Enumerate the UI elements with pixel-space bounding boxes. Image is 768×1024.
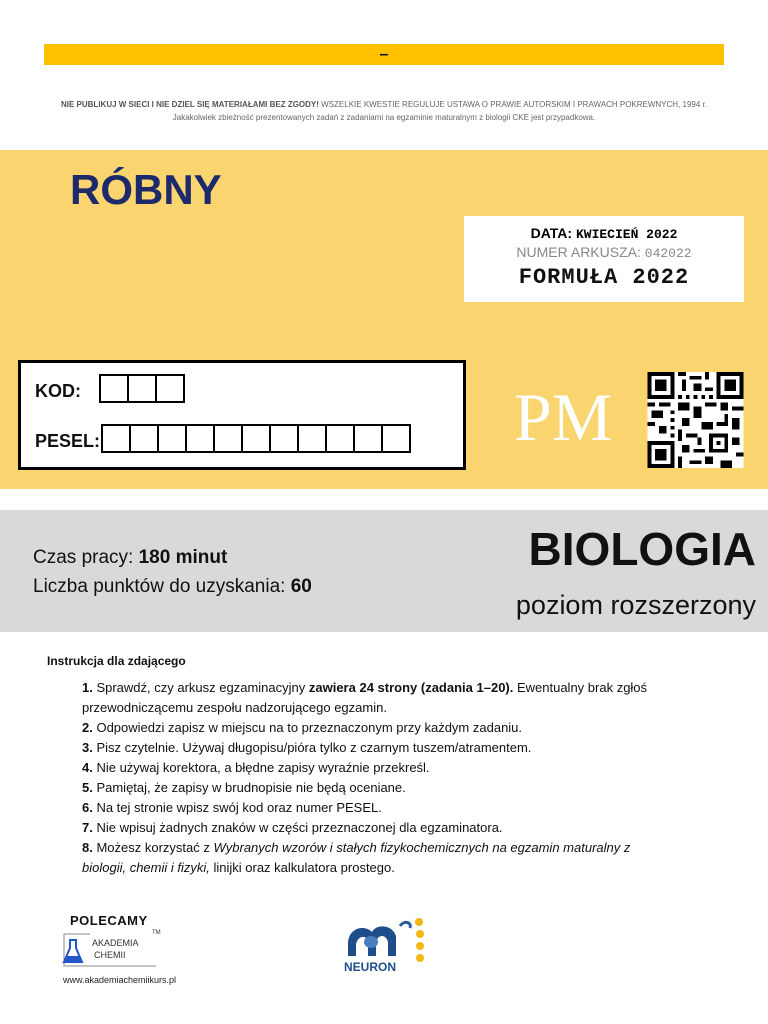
pesel-label: PESEL:	[35, 431, 101, 451]
level-code: PM	[514, 379, 613, 455]
exam-points-label: Liczba punktów do uzyskania:	[33, 576, 291, 597]
instruction-text-bold: zawiera 24 strony (zadania 1–20).	[308, 680, 514, 695]
website-link[interactable]: www.akademiachemiikurs.pl	[63, 975, 177, 985]
instruction-number: 7.	[82, 820, 93, 835]
instruction-number: 1.	[82, 680, 93, 695]
instruction-number: 8.	[82, 840, 93, 855]
sheet-value: 042022	[644, 246, 692, 261]
instructions-heading: Instrukcja dla zdającego	[47, 654, 186, 668]
sheet-label: NUMER ARKUSZA:	[516, 244, 641, 260]
kod-cell[interactable]	[99, 374, 129, 403]
recommend-label: POLECAMY	[70, 913, 148, 928]
pesel-cell[interactable]	[269, 424, 299, 453]
instruction-number: 4.	[82, 760, 93, 775]
exam-time	[33, 547, 227, 569]
instruction-text: Możesz korzystać z	[92, 840, 214, 855]
instruction-item	[82, 758, 668, 778]
trademark-label: TM	[152, 930, 161, 936]
pesel-cell[interactable]	[101, 424, 131, 453]
exam-points-value: 60	[290, 576, 312, 597]
instruction-text: Na tej stronie wpisz swój kod oraz numer PESEL.	[92, 800, 382, 815]
instruction-text: Nie używaj korektora, a błędne zapisy wyraźnie przekreśl.	[92, 760, 430, 775]
pesel-cell[interactable]	[241, 424, 271, 453]
instruction-number: 3.	[82, 740, 93, 755]
candidate-id-box	[18, 360, 466, 470]
instruction-number: 2.	[82, 720, 93, 735]
pesel-cell[interactable]	[353, 424, 383, 453]
academy-label-1: AKADEMIA	[92, 938, 139, 948]
kod-label: KOD:	[35, 381, 81, 401]
neuron-logo-icon	[340, 916, 430, 978]
instruction-text: Sprawdź, czy arkusz egzaminacyjny	[92, 680, 309, 695]
instruction-number: 6.	[82, 800, 93, 815]
instruction-item	[82, 798, 668, 818]
kod-cell[interactable]	[127, 374, 157, 403]
instruction-text: Ewentualny brak zgłoś przewodniczącemu zespołu nadzorującego egzamin.	[82, 680, 648, 715]
copyright-notice	[60, 98, 708, 124]
exam-subject: BIOLOGIA	[528, 523, 756, 575]
instruction-item	[82, 718, 668, 738]
kod-cell[interactable]	[155, 374, 185, 403]
copyright-notice-line2: Jakakolwiek zbieżność prezentowanych zadań z zadaniami na egzaminie maturalnym z biologii CKE jest przypadkowa.	[172, 113, 596, 122]
instruction-text: Pisz czytelnie. Używaj długopisu/pióra tylko z czarnym tuszem/atramentem.	[92, 740, 532, 755]
academy-label-2: CHEMII	[94, 950, 126, 960]
page-title: RÓBNY	[70, 166, 222, 213]
pesel-cell[interactable]	[185, 424, 215, 453]
instruction-item	[82, 818, 668, 838]
qr-code-icon	[644, 372, 747, 468]
copyright-notice-rest: WSZELKIE KWESTIE REGULUJE USTAWA O PRAWIE AUTORSKIM I PRAWACH POKREWNYCH, 1994 r.	[318, 100, 707, 109]
pesel-cell[interactable]	[213, 424, 243, 453]
exam-points	[33, 576, 312, 598]
exam-time-label: Czas pracy:	[33, 547, 139, 568]
pesel-cell[interactable]	[297, 424, 327, 453]
pesel-cells	[101, 424, 409, 453]
formula-label: FORMUŁA 2022	[518, 265, 690, 290]
instruction-text: linijki oraz kalkulatora prostego.	[209, 860, 395, 875]
instruction-item	[82, 738, 668, 758]
instruction-text: Nie wpisuj żadnych znaków w części przeznaczonej dla egzaminatora.	[92, 820, 503, 835]
copyright-notice-bold: NIE PUBLIKUJ W SIECI I NIE DZIEL SIĘ MATERIAŁAMI BEZ ZGODY!	[60, 100, 319, 109]
top-banner-text: –	[379, 46, 389, 63]
date-label: DATA:	[530, 225, 573, 241]
instruction-text: Pamiętaj, że zapisy w brudnopisie nie będą oceniane.	[92, 780, 406, 795]
instruction-item	[82, 838, 668, 878]
pesel-cell[interactable]	[129, 424, 159, 453]
instruction-text-italic: Wybranych wzorów i stałych fizykochemicznych na egzamin maturalny z biologii, chemii i fizyki,	[82, 840, 631, 875]
instruction-item	[82, 778, 668, 798]
instruction-text: Odpowiedzi zapisz w miejscu na to przeznaczonym przy każdym zadaniu.	[92, 720, 523, 735]
neuron-logo-text: NEURON	[344, 960, 397, 974]
exam-time-value: 180 minut	[138, 547, 228, 568]
sheet-number-line	[464, 244, 744, 261]
exam-info-box	[464, 216, 744, 302]
instruction-number: 5.	[82, 780, 93, 795]
pesel-cell[interactable]	[325, 424, 355, 453]
pesel-cell[interactable]	[381, 424, 411, 453]
pesel-cell[interactable]	[157, 424, 187, 453]
instructions-list	[82, 678, 668, 878]
kod-cells	[99, 374, 183, 403]
top-banner	[44, 44, 724, 65]
date-value: KWIECIEŃ 2022	[575, 227, 678, 242]
date-line	[464, 225, 744, 242]
exam-level: poziom rozszerzony	[515, 590, 756, 620]
instruction-item	[82, 678, 668, 718]
